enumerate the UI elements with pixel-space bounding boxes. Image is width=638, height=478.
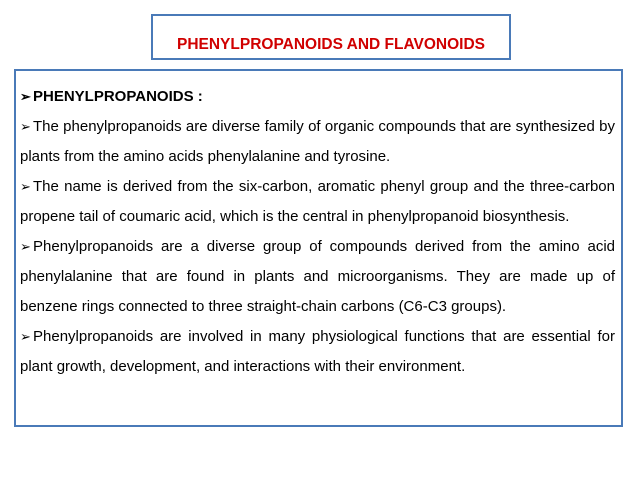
title-box: [151, 14, 511, 60]
paragraph-text: Phenylpropanoids are a diverse group of compounds derived from the amino acid phenylalanine that are found in plants and microorganisms. They are made up of benzene rings connected to three straight-chain carbons (C6-C3 groups).: [20, 238, 615, 315]
content-box: [14, 69, 623, 427]
section-heading-text: PHENYLPROPANOIDS :: [33, 88, 203, 105]
arrow-bullet-icon: ➢: [20, 179, 31, 194]
slide-title: PHENYLPROPANOIDS AND FLAVONOIDS: [176, 36, 485, 53]
bullet-paragraph: [20, 322, 615, 382]
paragraph-text: The phenylpropanoids are diverse family of organic compounds that are synthesized by plants from the amino acids phenylalanine and tyrosine.: [20, 118, 615, 165]
arrow-bullet-icon: ➢: [20, 329, 31, 344]
bullet-paragraph: [20, 112, 615, 172]
arrow-bullet-icon: ➢: [20, 239, 31, 254]
bullet-paragraph: [20, 172, 615, 232]
paragraph-text: The name is derived from the six-carbon, aromatic phenyl group and the three-carbon propene tail of coumaric acid, which is the central in phenylpropanoid biosynthesis.: [20, 178, 615, 225]
section-heading: [20, 82, 615, 112]
arrow-bullet-icon: ➢: [20, 119, 31, 134]
arrow-bullet-icon: ➢: [20, 89, 31, 104]
paragraph-text: Phenylpropanoids are involved in many physiological functions that are essential for plant growth, development, and interactions with their environment.: [20, 328, 615, 375]
bullet-paragraph: [20, 232, 615, 322]
